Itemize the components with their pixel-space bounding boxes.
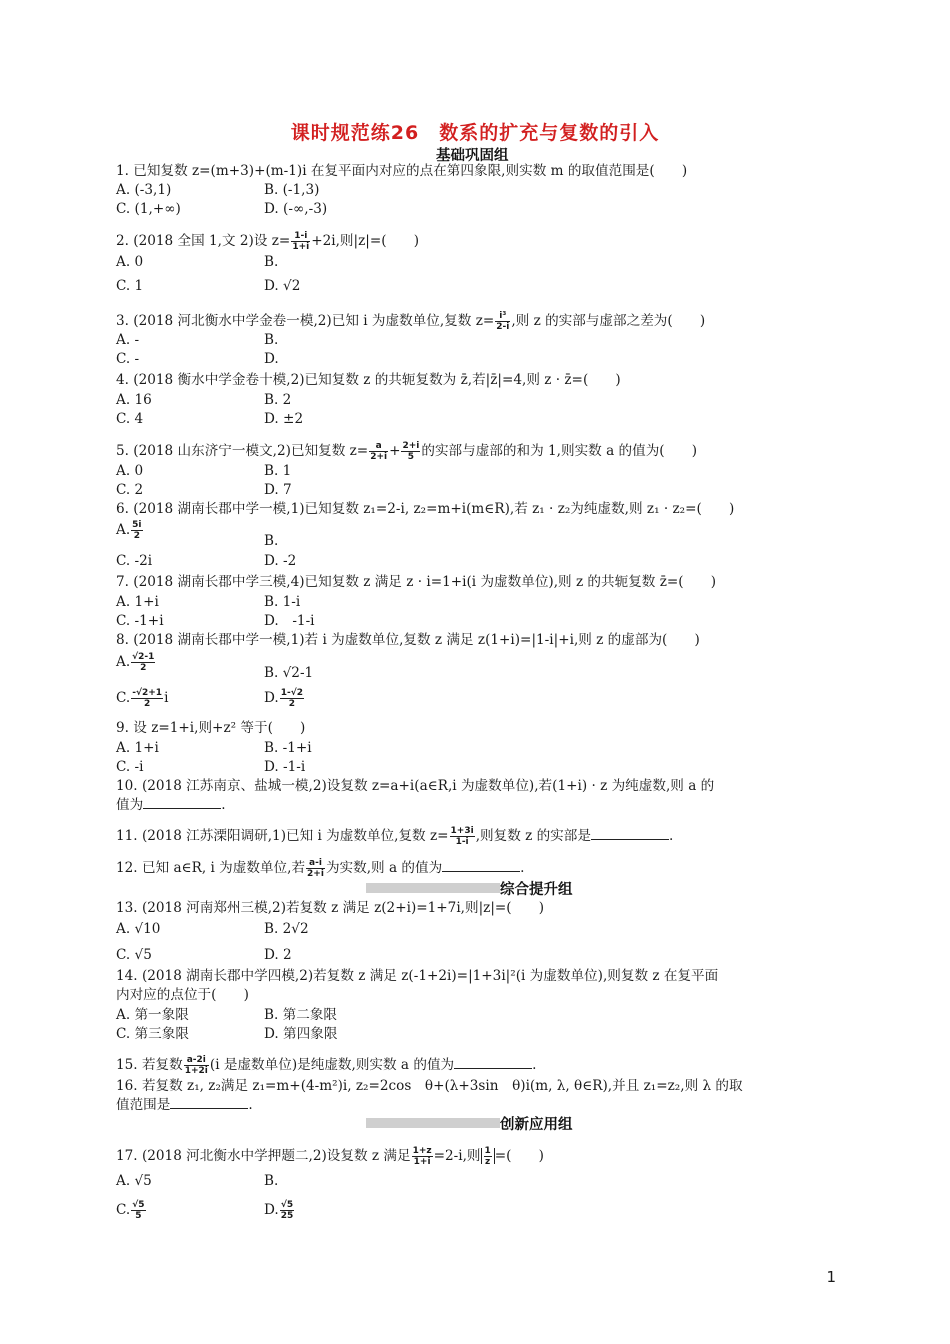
q11-den: 1-i (455, 837, 469, 847)
q3-option-a: A. - (116, 332, 140, 348)
q5-option-c: C. 2 (116, 482, 144, 498)
q3-fraction (495, 311, 510, 332)
q4-option-d: D. ±2 (264, 411, 304, 427)
q2-post: +2i,则|z|=( ) (311, 233, 420, 249)
q17-den2: z (485, 1157, 491, 1167)
q2-den: 1+i (292, 242, 310, 252)
q2-option-b: B. (264, 254, 279, 270)
q5-den1: 2+i (370, 452, 388, 462)
q17-option-c-label: C. (116, 1202, 131, 1218)
question-16-line-1: 16. 若复数 z₁, z₂满足 z₁=m+(4-m²)i, z₂=2cos θ+(λ+3sin θ)i(m, λ, θ∈R),并且 z₁=z₂,则 λ 的取 (116, 1078, 743, 1094)
q5-option-b: B. 1 (264, 463, 292, 479)
q17-option-b: B. (264, 1173, 279, 1189)
q8-option-c-suffix: i (164, 690, 169, 706)
q8-option-a-label: A. (116, 654, 131, 670)
q7-option-c: C. -1+i (116, 613, 164, 629)
q8-a-den: 2 (140, 663, 147, 673)
q17-abs (481, 1146, 495, 1167)
q12-post: 为实数,则 a 的值为 (325, 860, 443, 876)
q4-option-c: C. 4 (116, 411, 144, 427)
question-10-line-1: 10. (2018 江苏南京、盐城一模,2)设复数 z=a+i(a∈R,i 为虚数单位),若(1+i) · z 为纯虚数,则 a 的 (116, 778, 715, 794)
q5-option-d: D. 7 (264, 482, 292, 498)
question-14-line-1: 14. (2018 湖南长郡中学四模,2)若复数 z 满足 z(-1+2i)=|1+3i|²(i 为虚数单位),则复数 z 在复平面 (116, 968, 719, 984)
q11-post: ,则复数 z 的实部是 (475, 828, 591, 844)
q12-num: a-i (306, 858, 325, 869)
q1-option-b: B. (-1,3) (264, 182, 320, 198)
section-advanced: 综合提升组 (500, 882, 573, 898)
q9-option-d: D. -1-i (264, 759, 306, 775)
q17-fraction-2 (484, 1146, 492, 1167)
q3-den: 2-i (496, 322, 510, 332)
q3-option-d: D. (264, 351, 279, 367)
section-innovation: 创新应用组 (500, 1117, 573, 1133)
q15-num: a-2i (184, 1055, 209, 1066)
q14-option-a: A. 第一象限 (116, 1007, 189, 1023)
q9-option-c: C. -i (116, 759, 144, 775)
q8-option-a-fraction (131, 652, 155, 673)
q6-option-b: B. (264, 533, 279, 549)
q3-post: ,则 z 的实部与虚部之差为( ) (511, 313, 706, 329)
q13-option-d: D. 2 (264, 947, 292, 963)
q5-num2: 2+i (402, 441, 420, 451)
question-13: 13. (2018 河南郑州三模,2)若复数 z 满足 z(2+i)=1+7i,则|z|=( ) (116, 900, 545, 916)
q6-a-num: 5i (132, 520, 142, 530)
question-4: 4. (2018 衡水中学金卷十模,2)已知复数 z 的共轭复数为 z̄,若|z̄|=4,则 z · z̄=( ) (116, 372, 621, 388)
q17-option-d (264, 1200, 295, 1221)
q3-option-b: B. (264, 332, 279, 348)
q17-d-den: 25 (280, 1211, 294, 1221)
question-7: 7. (2018 湖南长郡中学三模,4)已知复数 z 满足 z · i=1+i(i 为虚数单位),则 z 的共轭复数 z̄=( ) (116, 574, 717, 590)
page-title: 课时规范练26 数系的扩充与复数的引入 (290, 122, 660, 144)
q5-pre: 5. (2018 山东济宁一模文,2)已知复数 z= (116, 443, 369, 459)
q8-option-c-fraction (131, 688, 163, 709)
q11-num: 1+3i (450, 826, 474, 836)
q5-mid: + (389, 443, 401, 459)
question-11: 11. (2018 江苏溧阳调研,1)已知 i 为虚数单位,复数 z= $\frac{1+3i}{1-i}$ ,则复数 z 的实部是 . (116, 826, 674, 847)
q7-option-b: B. 1-i (264, 594, 301, 610)
q15-fraction (184, 1055, 209, 1076)
q17-post: =( ) (494, 1148, 544, 1164)
q8-option-d-fraction (280, 688, 304, 709)
q15-post: (i 是虚数单位)是纯虚数,则实数 a 的值为 (209, 1057, 455, 1073)
q8-c-num: -√2+1 (132, 688, 163, 698)
q3-option-c: C. - (116, 351, 140, 367)
section-divider-bar (366, 883, 500, 893)
q6-a-den: 2 (133, 531, 140, 541)
q17-option-c (116, 1200, 147, 1221)
q8-option-d-label: D. (264, 690, 279, 706)
q11-pre: 11. (2018 江苏溧阳调研,1)已知 i 为虚数单位,复数 z= (116, 828, 449, 844)
q8-a-num: √2-1 (132, 652, 155, 662)
answer-blank[interactable] (143, 796, 221, 809)
q14-option-d: D. 第四象限 (264, 1026, 338, 1042)
question-3 (116, 311, 705, 332)
q7-option-a: A. 1+i (116, 594, 159, 610)
question-8: 8. (2018 湖南长郡中学一模,1)若 i 为虚数单位,复数 z 满足 z(1+i)=|1-i|+i,则 z 的虚部为( ) (116, 632, 700, 648)
q4-option-b: B. 2 (264, 392, 292, 408)
q5-post: 的实部与虚部的和为 1,则实数 a 的值为( ) (421, 443, 698, 459)
answer-blank[interactable] (454, 1056, 532, 1069)
q2-fraction (291, 231, 310, 252)
q17-c-num: √5 (132, 1200, 145, 1210)
q2-option-d: D. √2 (264, 278, 301, 294)
q12-den: 2+i (307, 869, 324, 879)
q6-option-a (116, 520, 144, 541)
q9-option-a: A. 1+i (116, 740, 159, 756)
q2-option-c: C. 1 (116, 278, 144, 294)
q17-pre: 17. (2018 河北衡水中学押题二,2)设复数 z 满足 (116, 1148, 411, 1164)
q17-fraction-1 (412, 1146, 433, 1167)
question-6: 6. (2018 湖南长郡中学一模,1)已知复数 z₁=2-i, z₂=m+i(m∈R),若 z₁ · z₂为纯虚数,则 z₁ · z₂=( ) (116, 501, 735, 517)
page-number: 1 (826, 1268, 836, 1286)
q15-pre: 15. 若复数 (116, 1057, 183, 1073)
q5-num1: a (369, 441, 388, 452)
q13-option-b: B. 2√2 (264, 921, 309, 937)
q4-option-a: A. 16 (116, 392, 152, 408)
q9-option-b: B. -1+i (264, 740, 312, 756)
q8-d-den: 2 (288, 699, 296, 709)
question-16-line-2: 值范围是 . (116, 1097, 253, 1113)
q17-num: 1+z (412, 1146, 432, 1156)
q8-option-a (116, 652, 156, 673)
question-9: 9. 设 z=1+i,则+z² 等于( ) (116, 720, 306, 736)
question-15: 15. 若复数 $\frac{a-2i}{1+2i}$ (i 是虚数单位)是纯虚数,则实数 a 的值为 . (116, 1055, 537, 1076)
question-10-line-2: 值为 . (116, 797, 226, 813)
q1-option-a: A. (-3,1) (116, 182, 172, 198)
q7-option-d: D. -1-i (264, 613, 315, 629)
q13-option-a: A. √10 (116, 921, 161, 937)
q6-option-a-fraction (131, 520, 142, 541)
q15-den: 1+2i (184, 1066, 208, 1076)
q17-c-den: 5 (135, 1211, 142, 1221)
q2-option-a: A. 0 (116, 254, 144, 270)
question-2 (116, 231, 419, 252)
answer-blank[interactable] (591, 827, 669, 840)
q5-fraction-2 (401, 441, 420, 462)
q6-option-a-label: A. (116, 522, 131, 538)
q6-option-c: C. -2i (116, 553, 153, 569)
q5-fraction-1 (369, 441, 388, 462)
q2-pre: 2. (2018 全国 1,文 2)设 z= (116, 233, 291, 249)
q10-line-2-text: 值为 (116, 797, 144, 813)
q8-option-c (116, 688, 168, 709)
q11-fraction (450, 826, 475, 847)
q17-option-d-fraction (280, 1200, 295, 1221)
q17-d-num: √5 (280, 1200, 294, 1210)
section-divider-bar (366, 1118, 500, 1128)
q17-den: 1+i (413, 1157, 431, 1167)
q8-option-c-label: C. (116, 690, 131, 706)
q17-mid: =2-i,则 (433, 1148, 481, 1164)
question-1: 1. 已知复数 z=(m+3)+(m-1)i 在复平面内对应的点在第四象限,则实数 m 的取值范围是( ) (116, 163, 688, 179)
answer-blank[interactable] (442, 859, 520, 872)
q14-option-c: C. 第三象限 (116, 1026, 189, 1042)
q5-option-a: A. 0 (116, 463, 144, 479)
q1-option-d: D. (-∞,-3) (264, 201, 328, 217)
q3-num: i³ (495, 311, 510, 322)
q3-pre: 3. (2018 河北衡水中学金卷一模,2)已知 i 为虚数单位,复数 z= (116, 313, 495, 329)
q12-pre: 12. 已知 a∈R, i 为虚数单位,若 (116, 860, 306, 876)
q8-option-b: B. √2-1 (264, 665, 314, 681)
q14-option-b: B. 第二象限 (264, 1007, 338, 1023)
q17-option-a: A. √5 (116, 1173, 152, 1189)
q17-option-d-label: D. (264, 1202, 279, 1218)
q16-line-2-text: 值范围是 (116, 1097, 171, 1113)
q8-d-num: 1-√2 (280, 688, 304, 698)
q8-option-d (264, 688, 305, 709)
q5-den2: 5 (407, 452, 415, 462)
answer-blank[interactable] (170, 1096, 248, 1109)
q17-num2: 1 (484, 1146, 491, 1156)
question-5 (116, 441, 697, 462)
section-basic: 基础巩固组 (436, 148, 509, 164)
q6-option-d: D. -2 (264, 553, 297, 569)
q8-c-den: 2 (144, 699, 151, 709)
question-12: 12. 已知 a∈R, i 为虚数单位,若 $\frac{a-i}{2+i}$ 为实数,则 a 的值为 . (116, 858, 525, 879)
question-17 (116, 1146, 544, 1167)
q1-option-c: C. (1,+∞) (116, 201, 181, 217)
question-14-line-2: 内对应的点位于( ) (116, 987, 249, 1003)
q13-option-c: C. √5 (116, 947, 152, 963)
q2-num: 1-i (291, 231, 310, 242)
q12-fraction (306, 858, 325, 879)
q17-option-c-fraction (131, 1200, 145, 1221)
